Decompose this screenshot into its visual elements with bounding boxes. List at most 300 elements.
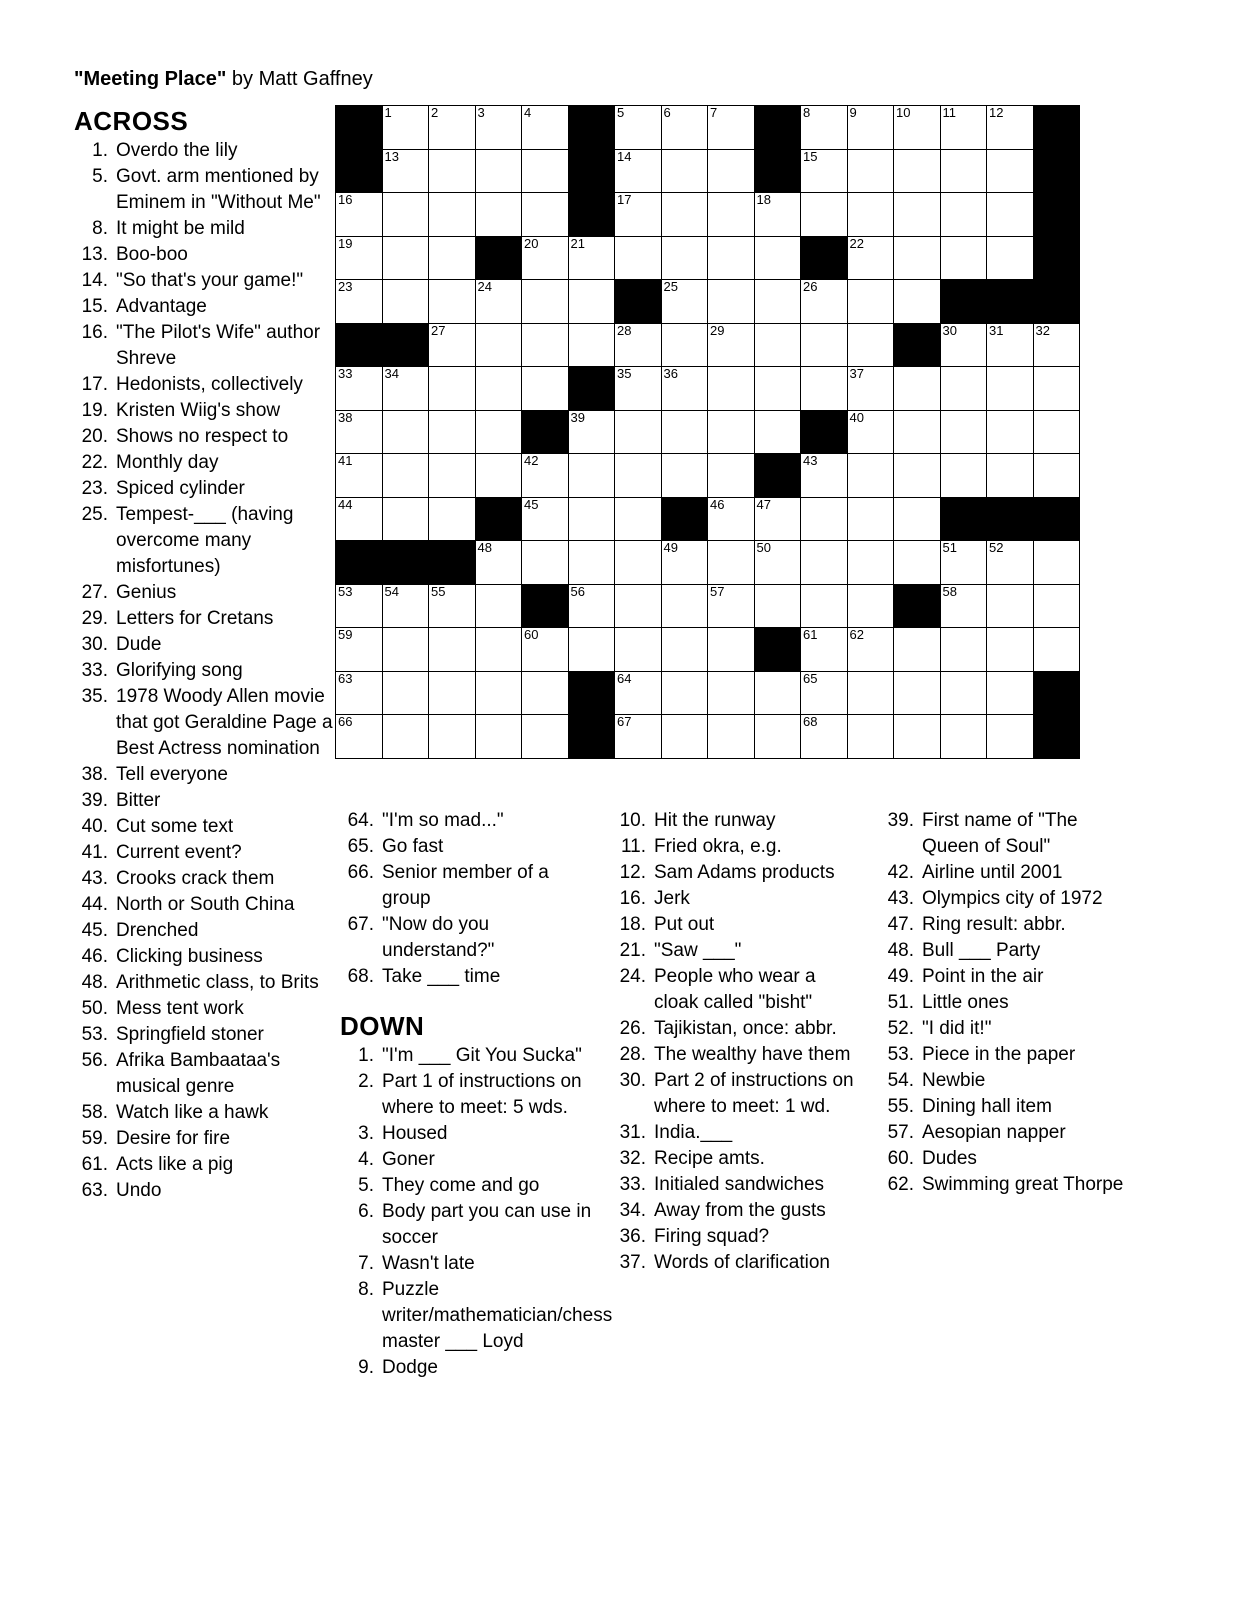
grid-cell[interactable]: [522, 671, 569, 715]
grid-cell[interactable]: [475, 584, 522, 628]
grid-cell[interactable]: [987, 584, 1034, 628]
grid-cell[interactable]: [894, 628, 941, 672]
grid-cell[interactable]: [754, 541, 801, 585]
grid-cell[interactable]: [1033, 323, 1080, 367]
grid-cell[interactable]: [661, 106, 708, 150]
grid-cell-number: 24: [477, 279, 492, 294]
grid-cell[interactable]: [987, 367, 1034, 411]
grid-cell[interactable]: [336, 671, 383, 715]
grid-cell[interactable]: [336, 193, 383, 237]
grid-cell[interactable]: [987, 454, 1034, 498]
page-title: [74, 68, 373, 91]
crossword-grid[interactable]: [335, 105, 1080, 759]
grid-cell-number: 4: [524, 105, 532, 120]
clue-number: 18.: [619, 914, 646, 935]
clue-text: Arithmetic class, to Brits: [116, 972, 319, 993]
grid-cell[interactable]: [708, 106, 755, 150]
grid-cell[interactable]: [522, 367, 569, 411]
grid-cell[interactable]: [615, 106, 662, 150]
grid-cell[interactable]: [940, 454, 987, 498]
grid-cell[interactable]: [661, 323, 708, 367]
grid-cell[interactable]: [475, 367, 522, 411]
grid-cell-number: 7: [710, 105, 718, 120]
grid-cell[interactable]: [615, 323, 662, 367]
grid-cell[interactable]: [661, 193, 708, 237]
grid-cell[interactable]: [708, 671, 755, 715]
clue-text: Genius: [116, 582, 177, 603]
grid-cell[interactable]: [940, 367, 987, 411]
grid-cell[interactable]: [987, 236, 1034, 280]
grid-cell[interactable]: [429, 193, 476, 237]
clue-number: 54.: [887, 1070, 914, 1091]
clue-item: [612, 912, 864, 938]
grid-cell-block: [801, 410, 848, 454]
grid-cell[interactable]: [708, 323, 755, 367]
grid-cell[interactable]: [475, 323, 522, 367]
grid-cell[interactable]: [382, 106, 429, 150]
grid-cell[interactable]: [940, 106, 987, 150]
clue-number: 2.: [358, 1071, 374, 1092]
clue-number: 16.: [81, 322, 108, 343]
clue-number: 40.: [81, 816, 108, 837]
grid-cell[interactable]: [382, 193, 429, 237]
grid-cell[interactable]: [940, 541, 987, 585]
clue-number: 14.: [81, 270, 108, 291]
grid-cell[interactable]: [708, 193, 755, 237]
grid-cell[interactable]: [940, 410, 987, 454]
grid-cell[interactable]: [754, 193, 801, 237]
clue-number: 59.: [81, 1128, 108, 1149]
grid-cell[interactable]: [754, 410, 801, 454]
grid-cell[interactable]: [336, 280, 383, 324]
grid-cell[interactable]: [336, 454, 383, 498]
grid-cell[interactable]: [661, 149, 708, 193]
grid-cell[interactable]: [987, 149, 1034, 193]
clue-number: 20.: [81, 426, 108, 447]
clue-text: Dining hall item: [922, 1096, 1052, 1117]
grid-cell[interactable]: [522, 628, 569, 672]
clue-number: 42.: [887, 862, 914, 883]
grid-cell[interactable]: [429, 454, 476, 498]
grid-cell[interactable]: [661, 671, 708, 715]
clue-item: [880, 1068, 1130, 1094]
grid-cell-block: [940, 280, 987, 324]
grid-cell[interactable]: [568, 236, 615, 280]
grid-cell[interactable]: [894, 149, 941, 193]
grid-cell[interactable]: [894, 541, 941, 585]
grid-cell-block: [1033, 671, 1080, 715]
grid-cell[interactable]: [475, 410, 522, 454]
grid-cell[interactable]: [336, 367, 383, 411]
grid-cell[interactable]: [708, 367, 755, 411]
clue-item: [612, 1146, 864, 1172]
grid-cell[interactable]: [382, 497, 429, 541]
clue-text: Firing squad?: [654, 1226, 770, 1247]
grid-cell[interactable]: [894, 715, 941, 759]
grid-cell-number: 68: [803, 714, 818, 729]
clue-number: 30.: [81, 634, 108, 655]
grid-cell-number: 14: [617, 148, 632, 164]
grid-cell[interactable]: [475, 715, 522, 759]
grid-cell[interactable]: [568, 280, 615, 324]
grid-cell[interactable]: [847, 106, 894, 150]
grid-cell[interactable]: [429, 715, 476, 759]
grid-cell[interactable]: [847, 715, 894, 759]
grid-cell[interactable]: [336, 584, 383, 628]
grid-cell[interactable]: [615, 367, 662, 411]
grid-cell[interactable]: [940, 671, 987, 715]
grid-cell[interactable]: [708, 410, 755, 454]
clue-text: Hit the runway: [654, 810, 776, 831]
grid-cell[interactable]: [661, 410, 708, 454]
clue-text: Monthly day: [116, 452, 219, 473]
grid-cell[interactable]: [708, 236, 755, 280]
grid-cell[interactable]: [1033, 410, 1080, 454]
grid-cell-number: 59: [338, 627, 353, 642]
grid-cell[interactable]: [708, 584, 755, 628]
grid-cell[interactable]: [987, 193, 1034, 237]
grid-cell[interactable]: [382, 628, 429, 672]
clue-number: 67.: [347, 914, 374, 935]
grid-cell-number: 10: [896, 105, 911, 120]
grid-cell[interactable]: [661, 454, 708, 498]
grid-cell[interactable]: [522, 236, 569, 280]
grid-cell[interactable]: [615, 628, 662, 672]
grid-cell-number: 64: [617, 670, 632, 686]
grid-cell[interactable]: [801, 541, 848, 585]
clue-number: 34.: [619, 1200, 646, 1221]
grid-cell[interactable]: [568, 541, 615, 585]
clue-text: "Saw ___": [654, 940, 742, 961]
grid-cell[interactable]: [475, 454, 522, 498]
grid-cell[interactable]: [940, 236, 987, 280]
grid-cell[interactable]: [894, 454, 941, 498]
grid-cell[interactable]: [708, 628, 755, 672]
clue-text: Part 1 of instructions on where to meet: 5 wds.: [382, 1071, 582, 1118]
grid-cell-number: 63: [338, 670, 353, 686]
grid-cell[interactable]: [615, 541, 662, 585]
grid-cell[interactable]: [940, 584, 987, 628]
clue-item: [74, 632, 336, 658]
grid-cell[interactable]: [429, 584, 476, 628]
puzzle-byline: by Matt Gaffney: [226, 68, 373, 90]
grid-cell[interactable]: [336, 497, 383, 541]
grid-cell-number: 23: [338, 279, 353, 294]
grid-cell[interactable]: [475, 628, 522, 672]
grid-cell[interactable]: [847, 410, 894, 454]
clue-item: [880, 912, 1130, 938]
grid-cell[interactable]: [475, 280, 522, 324]
grid-cell[interactable]: [522, 280, 569, 324]
grid-cell[interactable]: [615, 193, 662, 237]
grid-cell[interactable]: [429, 323, 476, 367]
grid-cell[interactable]: [847, 628, 894, 672]
grid-cell[interactable]: [382, 715, 429, 759]
clue-text: Olympics city of 1972: [922, 888, 1103, 909]
grid-cell[interactable]: [522, 715, 569, 759]
grid-cell[interactable]: [522, 541, 569, 585]
grid-cell[interactable]: [429, 106, 476, 150]
grid-cell[interactable]: [522, 193, 569, 237]
grid-cell[interactable]: [568, 323, 615, 367]
grid-cell[interactable]: [708, 149, 755, 193]
grid-cell[interactable]: [429, 628, 476, 672]
grid-cell[interactable]: [940, 193, 987, 237]
grid-cell[interactable]: [708, 497, 755, 541]
grid-cell[interactable]: [568, 628, 615, 672]
clue-number: 27.: [81, 582, 108, 603]
grid-cell[interactable]: [847, 671, 894, 715]
grid-cell[interactable]: [894, 367, 941, 411]
grid-cell-block: [1033, 497, 1080, 541]
grid-cell[interactable]: [894, 236, 941, 280]
grid-cell[interactable]: [847, 584, 894, 628]
grid-cell[interactable]: [568, 454, 615, 498]
grid-cell[interactable]: [754, 280, 801, 324]
clue-text: "I'm so mad...": [382, 810, 504, 831]
grid-cell-block: [475, 497, 522, 541]
grid-cell[interactable]: [987, 541, 1034, 585]
grid-cell[interactable]: [429, 149, 476, 193]
grid-cell[interactable]: [754, 367, 801, 411]
clue-number: 51.: [887, 992, 914, 1013]
grid-cell[interactable]: [522, 149, 569, 193]
grid-cell[interactable]: [382, 280, 429, 324]
clue-number: 61.: [81, 1154, 108, 1175]
grid-cell[interactable]: [568, 497, 615, 541]
grid-cell-block: [568, 193, 615, 237]
grid-cell[interactable]: [1033, 367, 1080, 411]
grid-cell[interactable]: [382, 584, 429, 628]
grid-cell[interactable]: [429, 410, 476, 454]
grid-row: [336, 193, 1080, 237]
grid-cell[interactable]: [847, 149, 894, 193]
down-clue-list-1: [340, 1043, 613, 1381]
grid-cell[interactable]: [615, 454, 662, 498]
grid-cell[interactable]: [847, 193, 894, 237]
grid-cell[interactable]: [940, 323, 987, 367]
grid-cell-number: 36: [663, 366, 678, 381]
grid-cell[interactable]: [847, 323, 894, 367]
grid-cell[interactable]: [382, 367, 429, 411]
clue-number: 48.: [81, 972, 108, 993]
grid-cell[interactable]: [568, 410, 615, 454]
down-clue-list-2: [612, 808, 864, 1276]
grid-cell[interactable]: [475, 149, 522, 193]
grid-cell[interactable]: [429, 280, 476, 324]
grid-cell[interactable]: [615, 236, 662, 280]
grid-cell[interactable]: [801, 715, 848, 759]
grid-table[interactable]: [335, 105, 1080, 759]
grid-cell[interactable]: [475, 193, 522, 237]
clue-number: 60.: [887, 1148, 914, 1169]
grid-cell[interactable]: [940, 149, 987, 193]
grid-cell[interactable]: [522, 497, 569, 541]
across-clue-list-1: [74, 138, 336, 1204]
grid-cell[interactable]: [661, 367, 708, 411]
grid-cell-number: 65: [803, 670, 818, 686]
grid-cell-number: 1: [384, 105, 392, 120]
grid-cell-number: 53: [338, 583, 353, 599]
grid-cell-number: 58: [942, 583, 957, 599]
grid-cell-number: 39: [570, 409, 585, 425]
clue-text: Wasn't late: [382, 1253, 475, 1274]
clue-text: Advantage: [116, 296, 207, 317]
clue-item: [880, 1120, 1130, 1146]
grid-cell[interactable]: [801, 454, 848, 498]
clue-text: Watch like a hawk: [116, 1102, 269, 1123]
clue-item: [74, 762, 336, 788]
clue-item: [74, 164, 336, 216]
grid-cell[interactable]: [336, 715, 383, 759]
grid-cell[interactable]: [801, 280, 848, 324]
grid-cell[interactable]: [801, 106, 848, 150]
grid-cell[interactable]: [754, 715, 801, 759]
grid-cell[interactable]: [801, 193, 848, 237]
clue-number: 33.: [619, 1174, 646, 1195]
clue-text: Recipe amts.: [654, 1148, 765, 1169]
clue-item: [74, 398, 336, 424]
grid-cell[interactable]: [754, 236, 801, 280]
clue-item: [880, 1042, 1130, 1068]
grid-cell[interactable]: [382, 671, 429, 715]
grid-cell[interactable]: [475, 671, 522, 715]
grid-cell[interactable]: [429, 671, 476, 715]
clue-number: 39.: [81, 790, 108, 811]
grid-cell[interactable]: [382, 236, 429, 280]
grid-cell[interactable]: [382, 149, 429, 193]
grid-cell-number: 21: [570, 235, 585, 251]
grid-cell[interactable]: [987, 628, 1034, 672]
grid-cell[interactable]: [894, 193, 941, 237]
grid-cell[interactable]: [894, 410, 941, 454]
grid-cell[interactable]: [708, 454, 755, 498]
grid-cell[interactable]: [987, 671, 1034, 715]
grid-cell[interactable]: [661, 236, 708, 280]
grid-cell[interactable]: [847, 367, 894, 411]
grid-cell[interactable]: [615, 584, 662, 628]
grid-cell[interactable]: [615, 715, 662, 759]
grid-cell[interactable]: [801, 367, 848, 411]
clue-item: [612, 860, 864, 886]
grid-cell[interactable]: [429, 236, 476, 280]
grid-cell[interactable]: [475, 106, 522, 150]
grid-cell[interactable]: [661, 628, 708, 672]
clue-number: 46.: [81, 946, 108, 967]
clue-text: Take ___ time: [382, 966, 501, 987]
grid-cell[interactable]: [708, 541, 755, 585]
clue-number: 12.: [619, 862, 646, 883]
grid-cell[interactable]: [801, 149, 848, 193]
grid-cell[interactable]: [801, 497, 848, 541]
grid-cell-block: [568, 671, 615, 715]
grid-cell[interactable]: [522, 323, 569, 367]
clue-text: Cut some text: [116, 816, 234, 837]
grid-cell[interactable]: [847, 454, 894, 498]
grid-cell[interactable]: [987, 715, 1034, 759]
grid-cell[interactable]: [661, 584, 708, 628]
grid-cell[interactable]: [336, 236, 383, 280]
grid-cell[interactable]: [1033, 584, 1080, 628]
grid-cell[interactable]: [661, 280, 708, 324]
clue-number: 4.: [358, 1149, 374, 1170]
clue-text: Words of clarification: [654, 1252, 830, 1273]
grid-cell[interactable]: [847, 280, 894, 324]
grid-cell[interactable]: [847, 541, 894, 585]
grid-cell[interactable]: [847, 236, 894, 280]
grid-cell[interactable]: [336, 410, 383, 454]
grid-cell[interactable]: [754, 323, 801, 367]
grid-cell[interactable]: [1033, 454, 1080, 498]
grid-cell[interactable]: [382, 454, 429, 498]
grid-cell[interactable]: [475, 541, 522, 585]
grid-cell-number: 29: [710, 322, 725, 338]
grid-cell[interactable]: [940, 628, 987, 672]
grid-cell[interactable]: [754, 497, 801, 541]
grid-cell[interactable]: [801, 671, 848, 715]
grid-cell-block: [336, 106, 383, 150]
down-clue-column-3: [880, 808, 1130, 1198]
grid-cell[interactable]: [615, 410, 662, 454]
grid-cell[interactable]: [987, 410, 1034, 454]
clue-item: [880, 1172, 1130, 1198]
grid-cell[interactable]: [987, 323, 1034, 367]
grid-cell[interactable]: [336, 628, 383, 672]
grid-cell-block: [754, 454, 801, 498]
grid-cell[interactable]: [382, 410, 429, 454]
grid-cell[interactable]: [429, 497, 476, 541]
grid-cell[interactable]: [987, 106, 1034, 150]
grid-cell[interactable]: [615, 671, 662, 715]
grid-cell[interactable]: [522, 454, 569, 498]
grid-cell-number: 18: [756, 192, 771, 207]
grid-cell[interactable]: [894, 671, 941, 715]
grid-cell[interactable]: [429, 367, 476, 411]
grid-cell[interactable]: [708, 715, 755, 759]
grid-cell[interactable]: [661, 715, 708, 759]
grid-cell[interactable]: [801, 584, 848, 628]
grid-cell[interactable]: [522, 106, 569, 150]
grid-cell[interactable]: [615, 149, 662, 193]
grid-cell[interactable]: [940, 715, 987, 759]
grid-row: [336, 236, 1080, 280]
grid-cell[interactable]: [847, 497, 894, 541]
clue-number: 64.: [347, 810, 374, 831]
grid-cell[interactable]: [801, 628, 848, 672]
grid-cell[interactable]: [801, 323, 848, 367]
grid-cell-block: [568, 106, 615, 150]
clue-text: Hedonists, collectively: [116, 374, 303, 395]
grid-cell[interactable]: [754, 671, 801, 715]
grid-cell[interactable]: [615, 497, 662, 541]
grid-cell[interactable]: [708, 280, 755, 324]
grid-cell[interactable]: [894, 280, 941, 324]
grid-cell-block: [894, 584, 941, 628]
grid-cell-number: 5: [617, 105, 625, 120]
grid-cell[interactable]: [1033, 628, 1080, 672]
grid-cell[interactable]: [894, 497, 941, 541]
clue-number: 15.: [81, 296, 108, 317]
clue-item: [612, 1120, 864, 1146]
grid-cell[interactable]: [661, 541, 708, 585]
grid-cell[interactable]: [894, 106, 941, 150]
clue-item: [612, 834, 864, 860]
grid-cell[interactable]: [568, 584, 615, 628]
clue-item: [74, 866, 336, 892]
clue-text: Overdo the lily: [116, 140, 238, 161]
grid-cell[interactable]: [1033, 541, 1080, 585]
grid-cell[interactable]: [754, 584, 801, 628]
